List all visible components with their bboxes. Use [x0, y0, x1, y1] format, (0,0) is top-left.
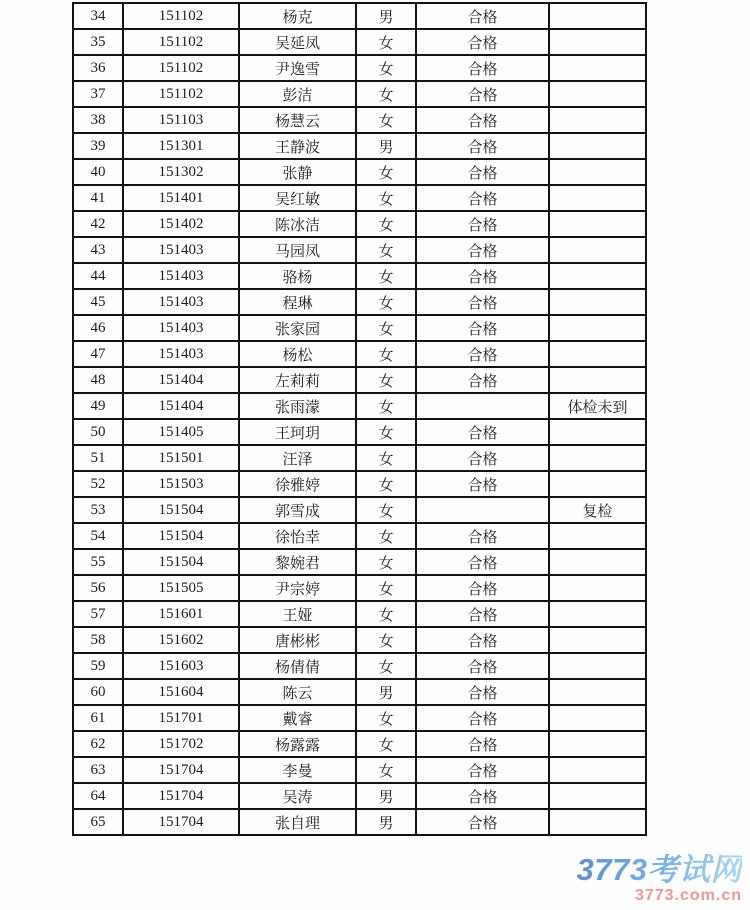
cell-name: 李曼 — [239, 757, 356, 783]
cell-name: 唐彬彬 — [239, 627, 356, 653]
cell-code: 151103 — [123, 107, 239, 133]
cell-result: 合格 — [416, 419, 549, 445]
cell-gender: 女 — [356, 107, 416, 133]
cell-result: 合格 — [416, 445, 549, 471]
table-row — [73, 185, 646, 211]
cell-no: 44 — [73, 263, 123, 289]
cell-no: 40 — [73, 159, 123, 185]
table-row — [73, 289, 646, 315]
cell-code: 151102 — [123, 55, 239, 81]
cell-code: 151301 — [123, 133, 239, 159]
cell-name: 张自理 — [239, 809, 356, 835]
cell-name: 杨慧云 — [239, 107, 356, 133]
cell-name: 杨松 — [239, 341, 356, 367]
cell-no: 65 — [73, 809, 123, 835]
cell-code: 151102 — [123, 29, 239, 55]
cell-remark — [549, 783, 646, 809]
table-row — [73, 705, 646, 731]
table-row — [73, 627, 646, 653]
cell-no: 45 — [73, 289, 123, 315]
cell-result: 合格 — [416, 159, 549, 185]
cell-gender: 女 — [356, 289, 416, 315]
cell-code: 151702 — [123, 731, 239, 757]
table-row — [73, 29, 646, 55]
cell-name: 骆杨 — [239, 263, 356, 289]
cell-result — [416, 497, 549, 523]
cell-no: 55 — [73, 549, 123, 575]
cell-gender: 男 — [356, 809, 416, 835]
cell-gender: 女 — [356, 393, 416, 419]
cell-code: 151704 — [123, 809, 239, 835]
cell-no: 58 — [73, 627, 123, 653]
cell-result: 合格 — [416, 471, 549, 497]
table-row — [73, 523, 646, 549]
cell-no: 57 — [73, 601, 123, 627]
cell-name: 吴涛 — [239, 783, 356, 809]
cell-code: 151504 — [123, 497, 239, 523]
cell-code: 151704 — [123, 757, 239, 783]
cell-result: 合格 — [416, 29, 549, 55]
cell-code: 151501 — [123, 445, 239, 471]
cell-gender: 女 — [356, 497, 416, 523]
cell-no: 48 — [73, 367, 123, 393]
cell-remark — [549, 3, 646, 29]
cell-name: 吴红敏 — [239, 185, 356, 211]
cell-no: 36 — [73, 55, 123, 81]
cell-no: 63 — [73, 757, 123, 783]
cell-no: 61 — [73, 705, 123, 731]
cell-result: 合格 — [416, 653, 549, 679]
cell-result: 合格 — [416, 783, 549, 809]
table-row — [73, 107, 646, 133]
cell-name: 戴睿 — [239, 705, 356, 731]
table-row — [73, 783, 646, 809]
cell-result: 合格 — [416, 575, 549, 601]
cell-name: 杨露露 — [239, 731, 356, 757]
cell-name: 张雨濛 — [239, 393, 356, 419]
cell-code: 151603 — [123, 653, 239, 679]
cell-remark — [549, 367, 646, 393]
watermark — [577, 854, 742, 904]
cell-code: 151405 — [123, 419, 239, 445]
cell-gender: 女 — [356, 757, 416, 783]
cell-name: 陈云 — [239, 679, 356, 705]
cell-name: 汪泽 — [239, 445, 356, 471]
table-row — [73, 3, 646, 29]
cell-gender: 女 — [356, 55, 416, 81]
cell-code: 151403 — [123, 341, 239, 367]
cell-remark — [549, 731, 646, 757]
cell-remark: 体检未到 — [549, 393, 646, 419]
table-row — [73, 263, 646, 289]
cell-remark — [549, 809, 646, 835]
cell-code: 151102 — [123, 3, 239, 29]
cell-name: 徐雅婷 — [239, 471, 356, 497]
cell-code: 151404 — [123, 367, 239, 393]
cell-gender: 女 — [356, 263, 416, 289]
cell-result: 合格 — [416, 81, 549, 107]
table-row — [73, 393, 646, 419]
cell-gender: 女 — [356, 653, 416, 679]
table-row — [73, 81, 646, 107]
cell-remark — [549, 133, 646, 159]
cell-gender: 女 — [356, 601, 416, 627]
cell-code: 151403 — [123, 263, 239, 289]
cell-name: 左莉莉 — [239, 367, 356, 393]
cell-no: 54 — [73, 523, 123, 549]
cell-remark — [549, 289, 646, 315]
cell-remark — [549, 341, 646, 367]
cell-gender: 男 — [356, 679, 416, 705]
cell-code: 151504 — [123, 549, 239, 575]
cell-code: 151302 — [123, 159, 239, 185]
cell-gender: 女 — [356, 211, 416, 237]
watermark-url: 3773.com.cn — [634, 887, 742, 904]
cell-code: 151504 — [123, 523, 239, 549]
cell-gender: 女 — [356, 523, 416, 549]
cell-gender: 女 — [356, 575, 416, 601]
table-row — [73, 159, 646, 185]
cell-gender: 女 — [356, 549, 416, 575]
cell-name: 尹逸雪 — [239, 55, 356, 81]
cell-gender: 女 — [356, 471, 416, 497]
exam-results-table-body — [73, 3, 646, 835]
cell-no: 35 — [73, 29, 123, 55]
cell-remark — [549, 419, 646, 445]
cell-name: 郭雪成 — [239, 497, 356, 523]
table-row — [73, 575, 646, 601]
cell-remark — [549, 575, 646, 601]
cell-code: 151403 — [123, 315, 239, 341]
table-row — [73, 419, 646, 445]
cell-result: 合格 — [416, 731, 549, 757]
table-row — [73, 809, 646, 835]
cell-code: 151604 — [123, 679, 239, 705]
cell-remark — [549, 159, 646, 185]
cell-code: 151402 — [123, 211, 239, 237]
table-row — [73, 549, 646, 575]
cell-no: 60 — [73, 679, 123, 705]
cell-result: 合格 — [416, 367, 549, 393]
cell-result: 合格 — [416, 133, 549, 159]
cell-code: 151701 — [123, 705, 239, 731]
cell-result: 合格 — [416, 3, 549, 29]
cell-no: 52 — [73, 471, 123, 497]
cell-gender: 女 — [356, 445, 416, 471]
cell-no: 50 — [73, 419, 123, 445]
cell-no: 38 — [73, 107, 123, 133]
cell-code: 151505 — [123, 575, 239, 601]
cell-name: 马园凤 — [239, 237, 356, 263]
table-row — [73, 679, 646, 705]
cell-gender: 女 — [356, 29, 416, 55]
cell-result: 合格 — [416, 185, 549, 211]
cell-no: 64 — [73, 783, 123, 809]
cell-name: 王珂玥 — [239, 419, 356, 445]
cell-result: 合格 — [416, 705, 549, 731]
cell-result: 合格 — [416, 289, 549, 315]
cell-remark — [549, 445, 646, 471]
cell-name: 张静 — [239, 159, 356, 185]
table-row — [73, 55, 646, 81]
cell-no: 59 — [73, 653, 123, 679]
cell-remark — [549, 315, 646, 341]
cell-gender: 男 — [356, 133, 416, 159]
cell-gender: 男 — [356, 3, 416, 29]
cell-gender: 女 — [356, 237, 416, 263]
table-row — [73, 367, 646, 393]
cell-no: 47 — [73, 341, 123, 367]
cell-name: 杨倩倩 — [239, 653, 356, 679]
watermark-logo: 3773考试网 — [576, 852, 742, 887]
cell-result: 合格 — [416, 263, 549, 289]
cell-result: 合格 — [416, 523, 549, 549]
cell-result: 合格 — [416, 237, 549, 263]
table-row — [73, 653, 646, 679]
cell-result: 合格 — [416, 757, 549, 783]
cell-remark — [549, 523, 646, 549]
cell-gender: 女 — [356, 419, 416, 445]
cell-remark — [549, 29, 646, 55]
cell-result: 合格 — [416, 549, 549, 575]
cell-result — [416, 393, 549, 419]
cell-no: 53 — [73, 497, 123, 523]
cell-remark — [549, 757, 646, 783]
cell-remark — [549, 107, 646, 133]
cell-remark — [549, 705, 646, 731]
cell-code: 151602 — [123, 627, 239, 653]
cell-name: 徐怡幸 — [239, 523, 356, 549]
cell-gender: 女 — [356, 185, 416, 211]
cell-no: 41 — [73, 185, 123, 211]
exam-results-table — [72, 2, 647, 836]
table-row — [73, 601, 646, 627]
cell-code: 151704 — [123, 783, 239, 809]
cell-result: 合格 — [416, 315, 549, 341]
cell-no: 46 — [73, 315, 123, 341]
cell-gender: 女 — [356, 341, 416, 367]
cell-code: 151503 — [123, 471, 239, 497]
cell-gender: 女 — [356, 731, 416, 757]
cell-code: 151403 — [123, 237, 239, 263]
cell-name: 陈冰洁 — [239, 211, 356, 237]
cell-remark — [549, 237, 646, 263]
table-row — [73, 237, 646, 263]
cell-result: 合格 — [416, 107, 549, 133]
cell-gender: 女 — [356, 315, 416, 341]
cell-result: 合格 — [416, 679, 549, 705]
cell-gender: 女 — [356, 367, 416, 393]
cell-name: 杨克 — [239, 3, 356, 29]
cell-name: 吴延凤 — [239, 29, 356, 55]
cell-remark — [549, 679, 646, 705]
table-row — [73, 757, 646, 783]
cell-result: 合格 — [416, 211, 549, 237]
table-row — [73, 211, 646, 237]
cell-result: 合格 — [416, 55, 549, 81]
cell-name: 程琳 — [239, 289, 356, 315]
cell-remark — [549, 627, 646, 653]
cell-code: 151102 — [123, 81, 239, 107]
cell-name: 黎婉君 — [239, 549, 356, 575]
cell-name: 彭洁 — [239, 81, 356, 107]
cell-code: 151404 — [123, 393, 239, 419]
cell-no: 62 — [73, 731, 123, 757]
cell-name: 王娅 — [239, 601, 356, 627]
cell-no: 56 — [73, 575, 123, 601]
cell-no: 49 — [73, 393, 123, 419]
cell-no: 37 — [73, 81, 123, 107]
table-row — [73, 315, 646, 341]
table-row — [73, 497, 646, 523]
cell-gender: 女 — [356, 159, 416, 185]
table-row — [73, 445, 646, 471]
cell-remark — [549, 263, 646, 289]
cell-remark — [549, 185, 646, 211]
cell-result: 合格 — [416, 809, 549, 835]
cell-no: 42 — [73, 211, 123, 237]
cell-remark: 复检 — [549, 497, 646, 523]
cell-result: 合格 — [416, 627, 549, 653]
table-row — [73, 133, 646, 159]
cell-code: 151401 — [123, 185, 239, 211]
cell-no: 39 — [73, 133, 123, 159]
cell-result: 合格 — [416, 601, 549, 627]
cell-no: 43 — [73, 237, 123, 263]
table-row — [73, 471, 646, 497]
cell-name: 张家园 — [239, 315, 356, 341]
cell-name: 尹宗婷 — [239, 575, 356, 601]
cell-remark — [549, 55, 646, 81]
cell-gender: 女 — [356, 81, 416, 107]
cell-gender: 男 — [356, 783, 416, 809]
cell-remark — [549, 549, 646, 575]
cell-remark — [549, 81, 646, 107]
cell-remark — [549, 601, 646, 627]
cell-gender: 女 — [356, 705, 416, 731]
cell-remark — [549, 471, 646, 497]
table-row — [73, 731, 646, 757]
cell-no: 51 — [73, 445, 123, 471]
cell-code: 151403 — [123, 289, 239, 315]
cell-gender: 女 — [356, 627, 416, 653]
cell-remark — [549, 211, 646, 237]
cell-result: 合格 — [416, 341, 549, 367]
cell-no: 34 — [73, 3, 123, 29]
cell-remark — [549, 653, 646, 679]
cell-code: 151601 — [123, 601, 239, 627]
table-row — [73, 341, 646, 367]
cell-name: 王静波 — [239, 133, 356, 159]
